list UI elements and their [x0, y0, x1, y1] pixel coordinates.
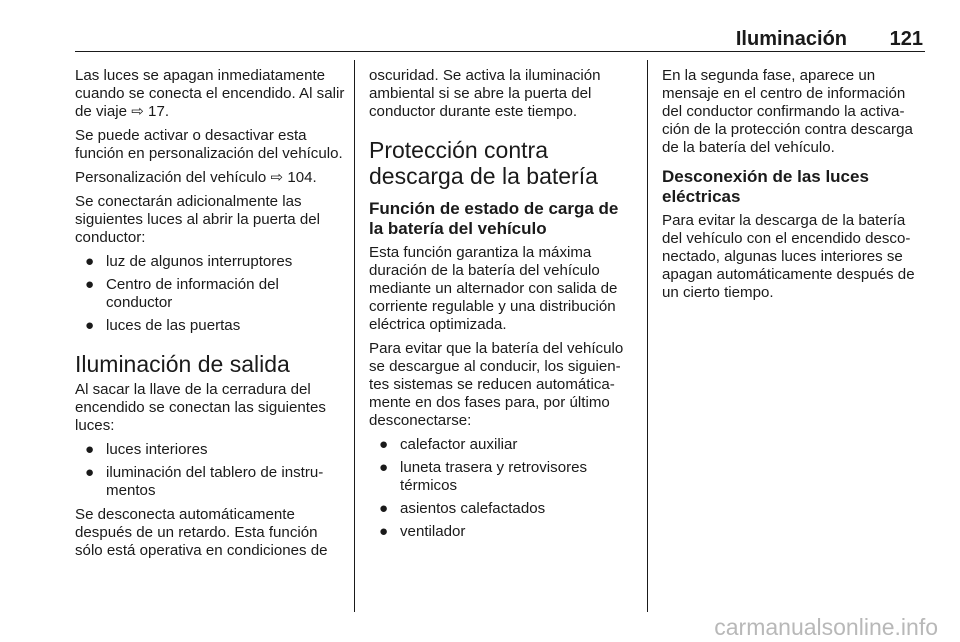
- bullet-icon: ●: [379, 523, 389, 540]
- paragraph: Esta función garantiza la máxima duración de la batería del vehículo mediante un alternador con salida de corriente regulable y una distribución eléctrica optimizada.: [369, 244, 618, 333]
- section-title: Iluminación: [735, 28, 847, 50]
- list-item: ● calefactor auxiliar: [379, 436, 518, 453]
- paragraph: Al sacar la llave de la cerradura del encendido se conectan las siguientes luces:: [75, 381, 326, 434]
- bullet-icon: ●: [85, 253, 95, 270]
- paragraph: Para evitar que la batería del vehículo se descargue al conducir, los siguien- tes sistemas se reducen automática- mente en dos fases para, por último desconectarse:: [369, 340, 624, 429]
- paragraph: oscuridad. Se activa la iluminación ambiental si se abre la puerta del conductor durante este tiempo.: [369, 67, 601, 120]
- list-item: ● luneta trasera y retrovisores térmicos: [379, 459, 588, 494]
- paragraph: Se puede activar o desactivar esta función en personalización del vehículo.: [75, 127, 343, 162]
- paragraph: Se desconecta automáticamente después de un retardo. Esta función sólo está operativa en condiciones de: [75, 506, 328, 559]
- paragraph: Para evitar la descarga de la batería del vehículo con el encendido desco- nectado, algunas luces interiores se apagan automáticamente después de un cierto tiempo.: [662, 212, 915, 301]
- watermark-text: carmanualsonline.info: [714, 614, 938, 640]
- list-item: ● Centro de información del conductor: [85, 276, 279, 311]
- list-item: ● iluminación del tablero de instru- mentos: [85, 464, 324, 499]
- paragraph: En la segunda fase, aparece un mensaje en el centro de información del conductor confirmando la activa- ción de la protección contra descarga de la batería del vehículo.: [662, 67, 913, 156]
- bullet-icon: ●: [85, 317, 95, 334]
- bullet-list: [75, 441, 345, 500]
- heading-iluminacion-salida: Iluminación de salida: [75, 351, 290, 377]
- bullet-icon: ●: [85, 276, 95, 293]
- paragraph: Las luces se apagan inmediatamente cuando se conecta el encendido. Al salir de viaje ⇨ 17.: [75, 67, 345, 120]
- list-item: ● luces interiores: [85, 441, 208, 458]
- column-divider-2: [647, 60, 648, 612]
- list-item: ● ventilador: [379, 523, 466, 540]
- list-item: ● luces de las puertas: [85, 317, 241, 334]
- heading-funcion-estado-carga: Función de estado de carga de la batería del vehículo: [369, 199, 619, 238]
- page-header: [75, 28, 925, 50]
- bullet-icon: ●: [379, 436, 389, 453]
- column-1: [75, 67, 345, 566]
- list-item: ● luz de algunos interruptores: [85, 253, 293, 270]
- paragraph: Se conectarán adicionalmente las siguientes luces al abrir la puerta del conductor:: [75, 193, 320, 246]
- header-rule: [75, 51, 925, 52]
- heading-desconexion-luces: Desconexión de las luces eléctricas: [662, 167, 869, 206]
- bullet-icon: ●: [379, 459, 389, 476]
- bullet-icon: ●: [85, 464, 95, 481]
- heading-proteccion-descarga: Protección contra descarga de la batería: [369, 137, 598, 189]
- bullet-icon: ●: [379, 500, 389, 517]
- column-divider-1: [354, 60, 355, 612]
- paragraph: Personalización del vehículo ⇨ 104.: [75, 169, 317, 186]
- column-2: [369, 67, 633, 547]
- bullet-list: [369, 436, 633, 541]
- page-number: 121: [889, 28, 923, 50]
- bullet-list: [75, 253, 345, 335]
- list-item: ● asientos calefactados: [379, 500, 546, 517]
- column-3: [662, 67, 926, 308]
- bullet-icon: ●: [85, 441, 95, 458]
